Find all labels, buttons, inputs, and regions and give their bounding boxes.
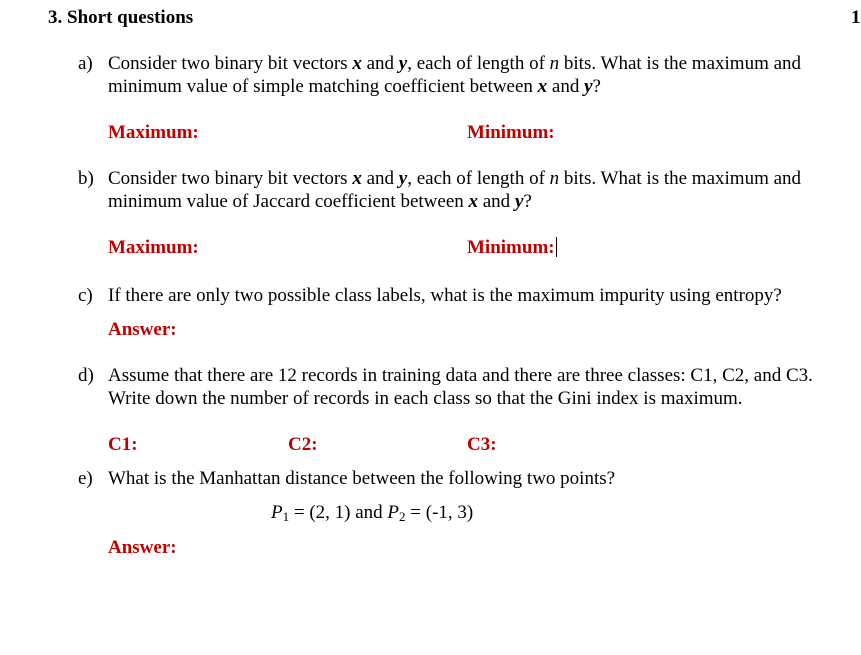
text-cursor — [556, 237, 557, 257]
question-a-letter: a) — [78, 53, 93, 74]
question-a-line2: minimum value of simple matching coefficient between x and y? — [108, 76, 601, 97]
question-c-answer-label: Answer: — [108, 319, 177, 340]
question-d-line1: Assume that there are 12 records in training data and there are three classes: C1, C2, and C3. — [108, 365, 813, 386]
question-b-minimum-label: Minimum: — [467, 237, 555, 258]
question-e-points: $P_1 = (2$, 1) and $P_2 = (-1$, 3) — [271, 502, 474, 524]
question-e-text: What is the Manhattan distance between the following two points? — [108, 468, 616, 489]
question-b-line1: Consider two binary bit vectors x and y, each of length of n bits. What is the maximum and — [108, 168, 802, 189]
section-heading: 3. Short questions — [48, 7, 194, 28]
question-b-letter: b) — [78, 168, 94, 189]
question-b-minimum-field[interactable] — [467, 236, 557, 259]
question-b-maximum-label: Maximum: — [108, 237, 199, 258]
question-d-letter: d) — [78, 365, 94, 386]
question-a-minimum-label: Minimum: — [467, 122, 555, 143]
question-d-c1-label: C1: — [108, 434, 138, 455]
question-c-text: If there are only two possible class labels, what is the maximum impurity using entropy? — [108, 285, 782, 306]
question-d-c3-label: C3: — [467, 434, 497, 455]
question-a-maximum-label: Maximum: — [108, 122, 199, 143]
question-d-line2: Write down the number of records in each class so that the Gini index is maximum. — [108, 388, 743, 409]
question-b-line2: minimum value of Jaccard coefficient between x and y? — [108, 191, 532, 212]
question-a-line1: Consider two binary bit vectors x and y, each of length of n bits. What is the maximum and — [108, 53, 802, 74]
question-e-letter: e) — [78, 468, 93, 489]
page-marker: 1 — [851, 7, 861, 28]
question-c-letter: c) — [78, 285, 93, 306]
question-d-c2-label: C2: — [288, 434, 318, 455]
question-e-answer-label: Answer: — [108, 537, 177, 558]
